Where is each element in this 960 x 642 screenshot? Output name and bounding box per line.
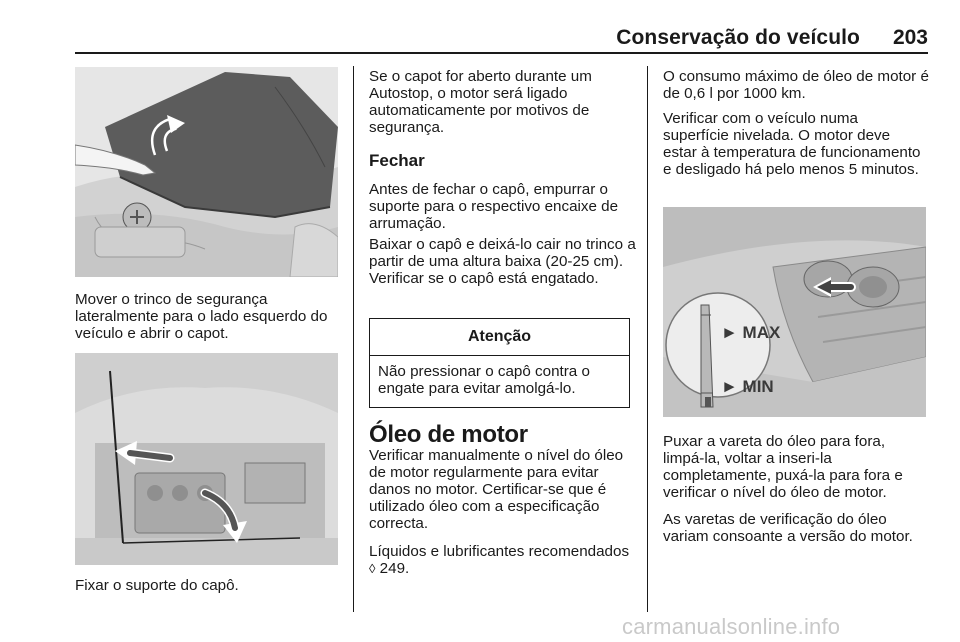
check-conditions-text: Verificar com o veículo numa superfície nivelada. O motor deve estar à temperatura de funcionamento e desligado há pelo menos 5 minutos.: [663, 110, 921, 178]
warning-text: Não pressionar o capô contra o engate para evitar amolgá-lo.: [378, 363, 590, 397]
page-number: 203: [892, 26, 928, 49]
dipstick-variant-note: As varetas de verificação do óleo variam consoante a versão do motor.: [663, 511, 913, 545]
engine-oil-intro: Verificar manualmente o nível do óleo de motor regularmente para evitar danos no motor. Certificar-se que é utilizado óleo com a especificação correcta.: [369, 447, 624, 532]
figure-hood-support: [75, 353, 338, 565]
close-step-1: Antes de fechar o capô, empurrar o suporte para o respectivo encaixe de arrumação.: [369, 181, 619, 232]
recommended-fluids-ref: [369, 543, 634, 577]
figure-hood-release: [75, 67, 338, 277]
heading-engine-oil: Óleo de motor: [369, 421, 528, 448]
page-reference-icon: ◊: [369, 561, 376, 576]
caption-hood-support: Fixar o suporte do capô.: [75, 577, 239, 594]
dipstick-max-label: ► MAX: [721, 323, 781, 342]
column-divider-2: [647, 66, 648, 612]
close-step-2: Baixar o capô e deixá-lo cair no trinco a partir de uma altura baixa (20-25 cm). Verificar se o capô está engatado.: [369, 236, 636, 287]
warning-box: [369, 318, 630, 408]
site-watermark: carmanualsonline.info: [622, 614, 841, 639]
header-rule: [75, 52, 928, 54]
figure-oil-dipstick: [663, 207, 926, 417]
heading-close: Fechar: [369, 151, 425, 170]
reference-page-link[interactable]: 249.: [379, 560, 410, 577]
dipstick-procedure-text: Puxar a vareta do óleo para fora, limpá-la, voltar a inseri-la completamente, puxá-la para fora e verificar o nível do óleo de motor.: [663, 433, 903, 501]
oil-consumption-text: O consumo máximo de óleo de motor é de 0,6 l por 1000 km.: [663, 68, 929, 102]
page-header-title: Conservação do veículo: [616, 26, 860, 49]
autostop-note: Se o capot for aberto durante um Autostop, o motor será ligado automaticamente por motivos de segurança.: [369, 68, 592, 136]
warning-title: Atenção: [370, 319, 629, 356]
caption-hood-release: Mover o trinco de segurança lateralmente para o lado esquerdo do veículo e abrir o capot.: [75, 291, 328, 342]
column-divider-1: [353, 66, 354, 612]
recommended-fluids-text: Líquidos e lubrificantes recomendados: [369, 543, 630, 560]
dipstick-min-label: ► MIN: [721, 377, 774, 396]
